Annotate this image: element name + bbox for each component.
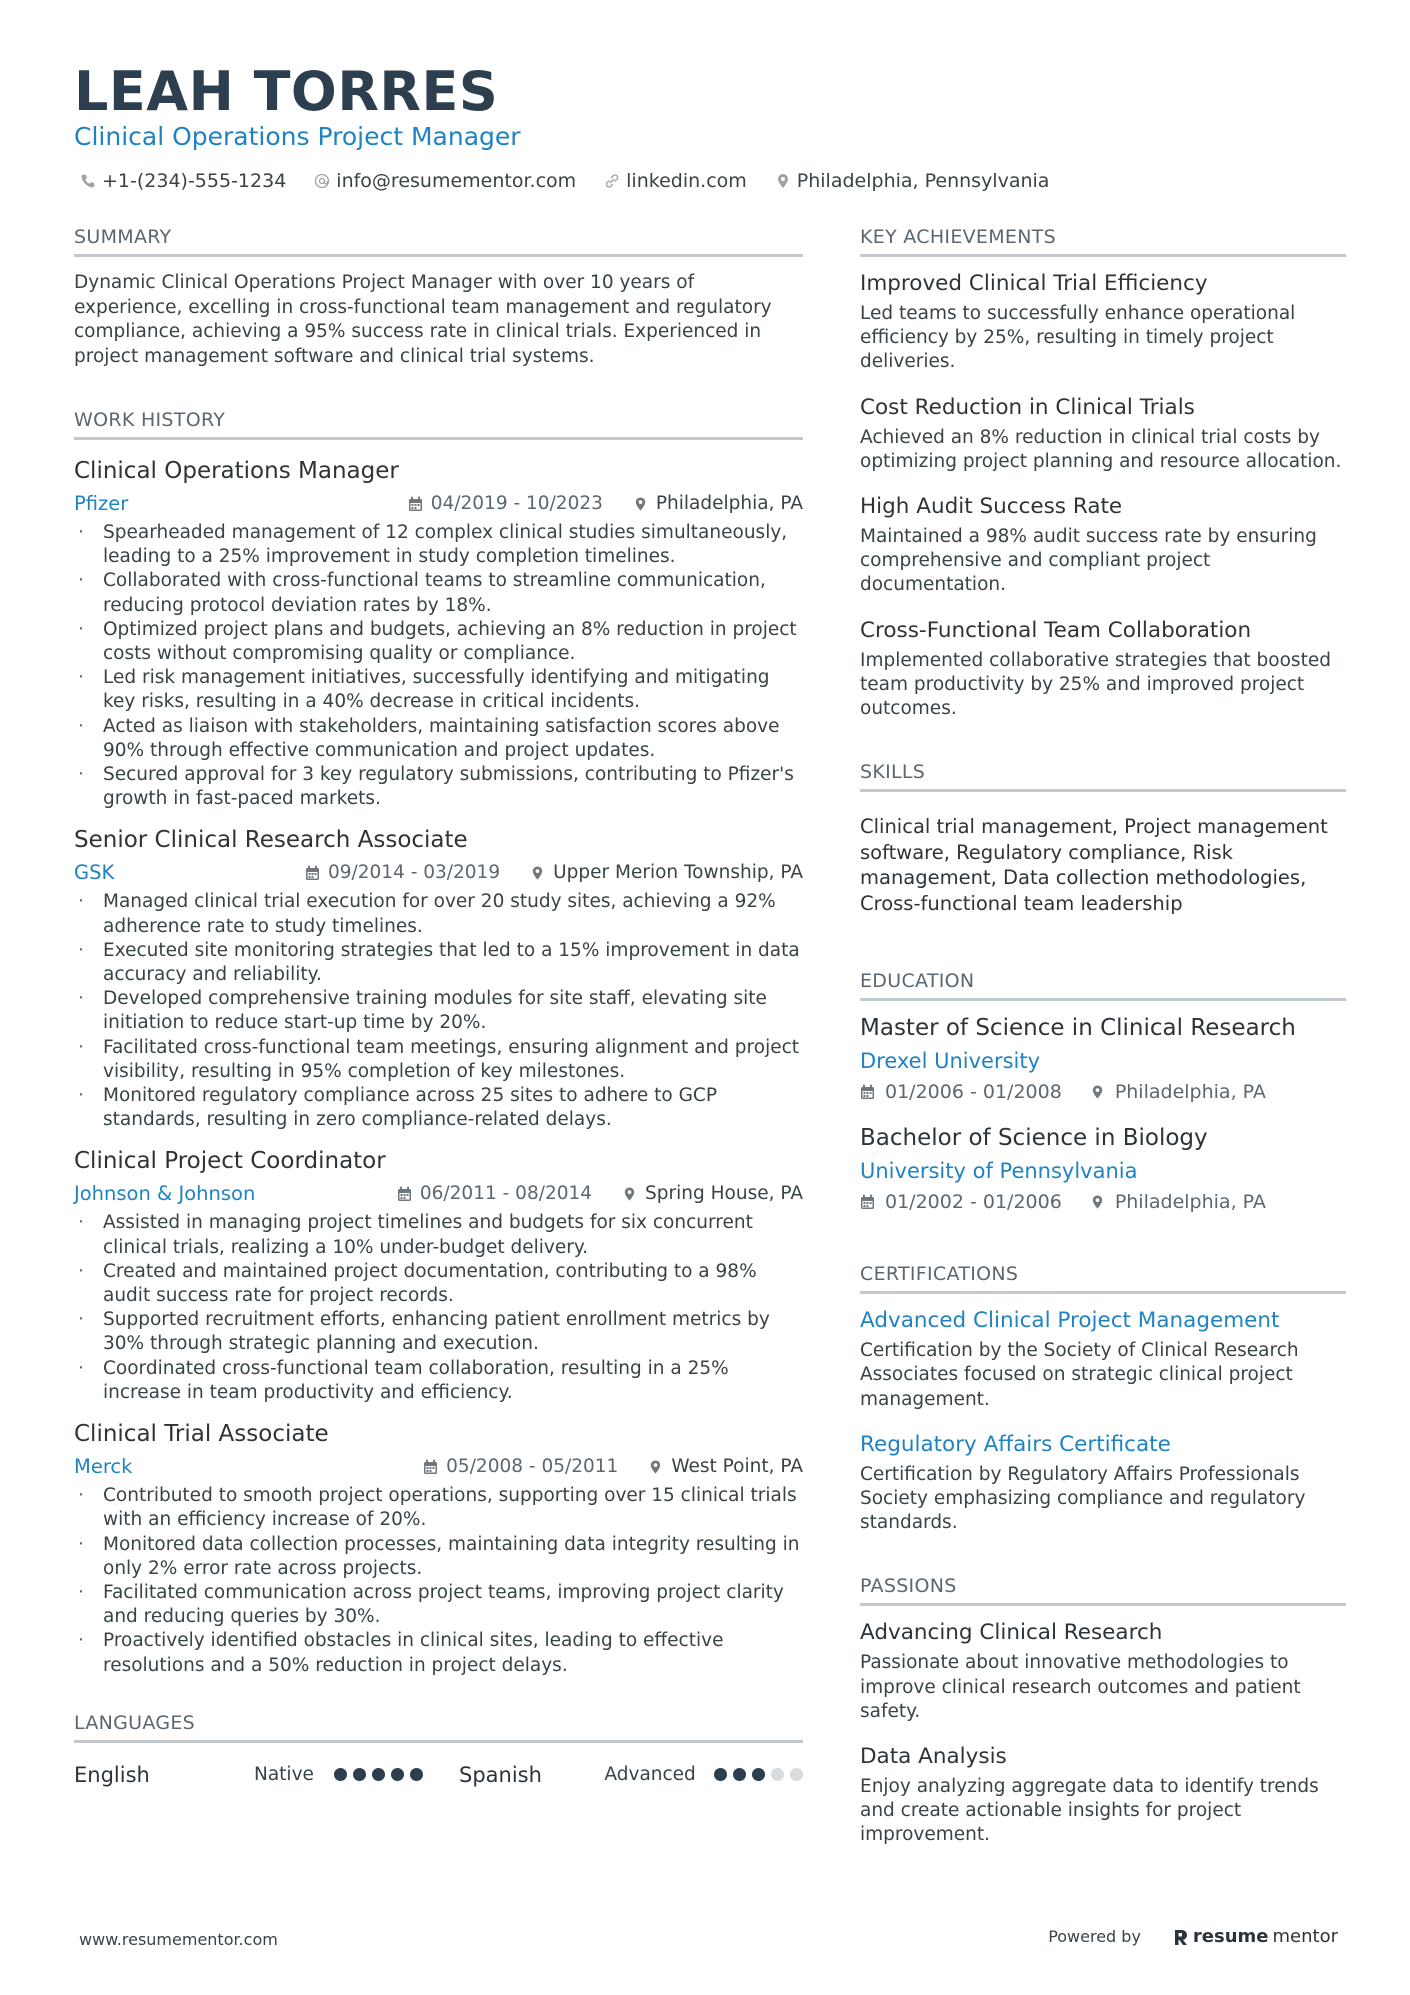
education-meta (860, 1191, 1346, 1213)
calendar-icon (860, 1194, 875, 1210)
calendar-icon (860, 1084, 875, 1100)
rating-dot-filled (752, 1768, 765, 1781)
education-dates (860, 1081, 1062, 1103)
contact-phone[interactable] (80, 170, 286, 192)
education-item (860, 1015, 1346, 1103)
rating-dot-empty (790, 1768, 803, 1781)
job-dates-text: 05/2008 - 05/2011 (446, 1456, 619, 1478)
candidate-role: Clinical Operations Project Manager (74, 122, 521, 151)
linkedin-text: linkedin.com (626, 170, 747, 192)
education-school: Drexel University (860, 1049, 1041, 1074)
language-item (74, 1763, 459, 1787)
contact-bar (80, 170, 1049, 192)
education-degree: Master of Science in Clinical Research (860, 1015, 1296, 1042)
candidate-name: LEAH TORRES (74, 60, 499, 123)
achievement-item (860, 618, 1346, 722)
brand-logo[interactable] (1173, 1926, 1338, 1947)
job-bullet: · Led risk management initiatives, successfully identifying and mitigating key risks, resulting in a 40% decrease in critical incidents. (74, 666, 803, 714)
achievement-title: Improved Clinical Trial Efficiency (860, 271, 1208, 296)
achievement-title: Cross-Functional Team Collaboration (860, 617, 1252, 643)
language-rating (334, 1768, 423, 1781)
education-heading: EDUCATION (860, 970, 1346, 1001)
achievement-desc: Achieved an 8% reduction in clinical trial costs by optimizing project planning and resource allocation. (860, 426, 1342, 472)
job-bullets (74, 1484, 803, 1678)
education-school: University of Pennsylvania (860, 1159, 1138, 1184)
job-location-text: Philadelphia, PA (655, 493, 803, 514)
calendar-icon (408, 496, 423, 512)
job-bullet: · Coordinated cross-functional team collaboration, resulting in a 25% increase in team productivity and efficiency. (74, 1357, 803, 1405)
achievements-heading: KEY ACHIEVEMENTS (860, 226, 1346, 257)
education-item (860, 1125, 1346, 1213)
footer-website[interactable]: www.resumementor.com (79, 1930, 278, 1949)
certification-title: Regulatory Affairs Certificate (860, 1431, 1171, 1457)
job-title: Clinical Operations Manager (74, 458, 399, 484)
achievement-title: Cost Reduction in Clinical Trials (860, 394, 1195, 420)
resumementor-logo-icon (1173, 1928, 1189, 1946)
achievement-item (860, 395, 1346, 474)
rating-dot-filled (372, 1768, 385, 1781)
education-dates-text: 01/2006 - 01/2008 (885, 1081, 1062, 1104)
job-meta (74, 492, 803, 515)
passion-title: Data Analysis (860, 1744, 1007, 1770)
job-entry (74, 1421, 803, 1678)
phone-text: +1-(234)-555-1234 (102, 170, 287, 192)
job-bullet: · Monitored data collection processes, maintaining data integrity resulting in only 2% error rate across projects. (74, 1533, 803, 1581)
rating-dot-filled (353, 1768, 366, 1781)
education-location (1090, 1191, 1266, 1213)
right-column (860, 226, 1346, 1848)
location-pin-icon (648, 1459, 663, 1475)
phone-icon (80, 173, 96, 189)
certifications-heading: CERTIFICATIONS (860, 1263, 1346, 1294)
left-column (74, 226, 803, 1787)
certification-item (860, 1432, 1346, 1536)
calendar-icon (305, 865, 320, 881)
job-title: Clinical Project Coordinator (74, 1148, 386, 1175)
job-bullet: · Managed clinical trial execution for over 20 study sites, achieving a 92% adherence rate to study timelines. (74, 890, 803, 938)
job-dates (397, 1183, 592, 1204)
education-dates-text: 01/2002 - 01/2006 (885, 1191, 1062, 1214)
job-dates (423, 1456, 618, 1477)
job-company: Pfizer (74, 492, 129, 515)
job-bullets (74, 890, 803, 1132)
job-bullet: · Assisted in managing project timelines and budgets for six concurrent clinical trials, realizing a 10% under-budget delivery. (74, 1211, 803, 1259)
brand-bold: resume (1192, 1926, 1269, 1947)
skills-text: Clinical trial management, Project management software, Regulatory compliance, Risk management, Data collection methodologies, Cross-functional team leadership (860, 815, 1328, 915)
job-company: Merck (74, 1455, 133, 1479)
calendar-icon (423, 1459, 438, 1475)
job-bullet: · Facilitated communication across project teams, improving project clarity and reducing queries by 30%. (74, 1581, 803, 1629)
achievement-desc: Maintained a 98% audit success rate by ensuring comprehensive and compliant project documentation. (860, 526, 1317, 596)
job-location (648, 1456, 803, 1477)
education-location (1090, 1081, 1266, 1103)
job-dates-text: 06/2011 - 08/2014 (419, 1183, 593, 1205)
job-entry (74, 1148, 803, 1405)
language-name: Spanish (459, 1762, 542, 1787)
contact-email[interactable] (314, 170, 576, 192)
location-pin-icon (1090, 1194, 1105, 1210)
education-location-text: Philadelphia, PA (1114, 1191, 1266, 1214)
job-bullet: · Optimized project plans and budgets, achieving an 8% reduction in project costs without compromising quality or compliance. (74, 618, 803, 666)
job-title: Senior Clinical Research Associate (74, 827, 468, 854)
job-entry (74, 458, 803, 811)
brand-light: mentor (1272, 1926, 1338, 1947)
location-text: Philadelphia, Pennsylvania (796, 170, 1050, 192)
achievement-title: High Audit Success Rate (860, 494, 1123, 520)
job-bullet: · Created and maintained project documentation, contributing to a 98% audit success rate for project records. (74, 1260, 803, 1308)
certification-desc: Certification by Regulatory Affairs Professionals Society emphasizing compliance and regulatory standards. (860, 1463, 1306, 1534)
education-degree: Bachelor of Science in Biology (860, 1125, 1208, 1152)
education-meta (860, 1081, 1346, 1103)
job-company: Johnson & Johnson (74, 1182, 256, 1206)
footer-branding (1048, 1926, 1338, 1947)
achievement-item (860, 494, 1346, 598)
passion-item (860, 1744, 1346, 1848)
achievement-desc: Implemented collaborative strategies that boosted team productivity by 25% and improved project outcomes. (860, 649, 1331, 720)
work-history-heading: WORK HISTORY (74, 409, 803, 440)
rating-dot-filled (714, 1768, 727, 1781)
powered-by-label: Powered by (1048, 1927, 1141, 1946)
language-level: Native (254, 1764, 314, 1786)
education-location-text: Philadelphia, PA (1114, 1081, 1266, 1104)
passion-item (860, 1620, 1346, 1724)
job-title: Clinical Trial Associate (74, 1421, 329, 1448)
job-location (622, 1183, 803, 1204)
job-bullets (74, 1211, 803, 1405)
job-dates-text: 04/2019 - 10/2023 (430, 493, 603, 514)
rating-dot-filled (410, 1768, 423, 1781)
job-bullet: · Proactively identified obstacles in clinical sites, leading to effective resolutions and a 50% reduction in project delays. (74, 1629, 803, 1677)
job-meta (74, 861, 803, 884)
job-bullet: · Supported recruitment efforts, enhancing patient enrollment metrics by 30% through strategic planning and execution. (74, 1308, 803, 1356)
job-location (633, 493, 803, 514)
calendar-icon (397, 1186, 412, 1202)
job-location-text: Spring House, PA (645, 1183, 803, 1205)
contact-linkedin[interactable] (604, 170, 747, 192)
rating-dot-filled (733, 1768, 746, 1781)
job-bullet: · Secured approval for 3 key regulatory submissions, contributing to Pfizer's growth in fast-paced markets. (74, 763, 803, 811)
job-bullet: · Collaborated with cross-functional teams to streamline communication, reducing protocol deviation rates by 18%. (74, 569, 803, 617)
job-bullet: · Monitored regulatory compliance across 25 sites to adhere to GCP standards, resulting in zero compliance-related delays. (74, 1084, 803, 1132)
job-location-text: West Point, PA (671, 1456, 803, 1478)
certification-title: Advanced Clinical Project Management (860, 1308, 1280, 1334)
achievement-desc: Led teams to successfully enhance operational efficiency by 25%, resulting in timely project deliveries. (860, 303, 1296, 373)
certification-item (860, 1308, 1346, 1412)
contact-location (775, 170, 1050, 192)
job-bullet: · Facilitated cross-functional team meetings, ensuring alignment and project visibility, resulting in 95% completion of key milestones. (74, 1036, 803, 1084)
passions-heading: PASSIONS (860, 1575, 1346, 1606)
job-bullet: · Spearheaded management of 12 complex clinical studies simultaneously, leading to a 25% improvement in study completion timelines. (74, 521, 803, 569)
job-meta (74, 1455, 803, 1478)
languages-list (74, 1763, 803, 1787)
job-dates-text: 09/2014 - 03/2019 (327, 862, 501, 884)
job-location (530, 862, 803, 883)
job-meta (74, 1182, 803, 1205)
job-dates (408, 493, 603, 514)
passion-title: Advancing Clinical Research (860, 1620, 1163, 1646)
link-icon (604, 173, 620, 189)
language-rating (714, 1768, 803, 1781)
languages-heading: LANGUAGES (74, 1712, 803, 1743)
summary-heading: SUMMARY (74, 226, 803, 257)
job-company: GSK (74, 861, 115, 885)
passion-desc: Passionate about innovative methodologies to improve clinical research outcomes and patient safety. (860, 1652, 1301, 1722)
job-bullets (74, 521, 803, 811)
job-entry (74, 827, 803, 1132)
location-pin-icon (633, 496, 648, 512)
location-pin-icon (775, 173, 791, 189)
job-bullet: · Contributed to smooth project operations, supporting over 15 clinical trials with an efficiency increase of 20%. (74, 1484, 803, 1532)
job-dates (305, 862, 500, 883)
location-pin-icon (622, 1186, 637, 1202)
skills-heading: SKILLS (860, 761, 1346, 792)
achievement-item (860, 271, 1346, 375)
language-name: English (74, 1762, 150, 1787)
rating-dot-filled (334, 1768, 347, 1781)
language-item (459, 1763, 803, 1787)
summary-text: Dynamic Clinical Operations Project Manager with over 10 years of experience, excelling in cross-functional team management and regulatory compliance, achieving a 95% success rate in clinical trials. Experienced in project management software and clinical trial systems. (74, 272, 772, 367)
job-bullet: · Executed site monitoring strategies that led to a 15% improvement in data accuracy and reliability. (74, 939, 803, 987)
job-bullet: · Developed comprehensive training modules for site staff, elevating site initiation to reduce start-up time by 20%. (74, 987, 803, 1035)
location-pin-icon (1090, 1084, 1105, 1100)
rating-dot-filled (391, 1768, 404, 1781)
email-text: info@resumementor.com (336, 170, 577, 192)
language-level: Advanced (604, 1764, 696, 1786)
job-bullet: · Acted as liaison with stakeholders, maintaining satisfaction scores above 90% through effective communication and project updates. (74, 715, 803, 763)
certification-desc: Certification by the Society of Clinical Research Associates focused on strategic clinical project management. (860, 1340, 1299, 1410)
rating-dot-empty (771, 1768, 784, 1781)
job-location-text: Upper Merion Township, PA (553, 862, 803, 884)
location-pin-icon (530, 865, 545, 881)
at-icon (314, 173, 330, 189)
education-dates (860, 1191, 1062, 1213)
passion-desc: Enjoy analyzing aggregate data to identify trends and create actionable insights for project improvement. (860, 1776, 1319, 1846)
